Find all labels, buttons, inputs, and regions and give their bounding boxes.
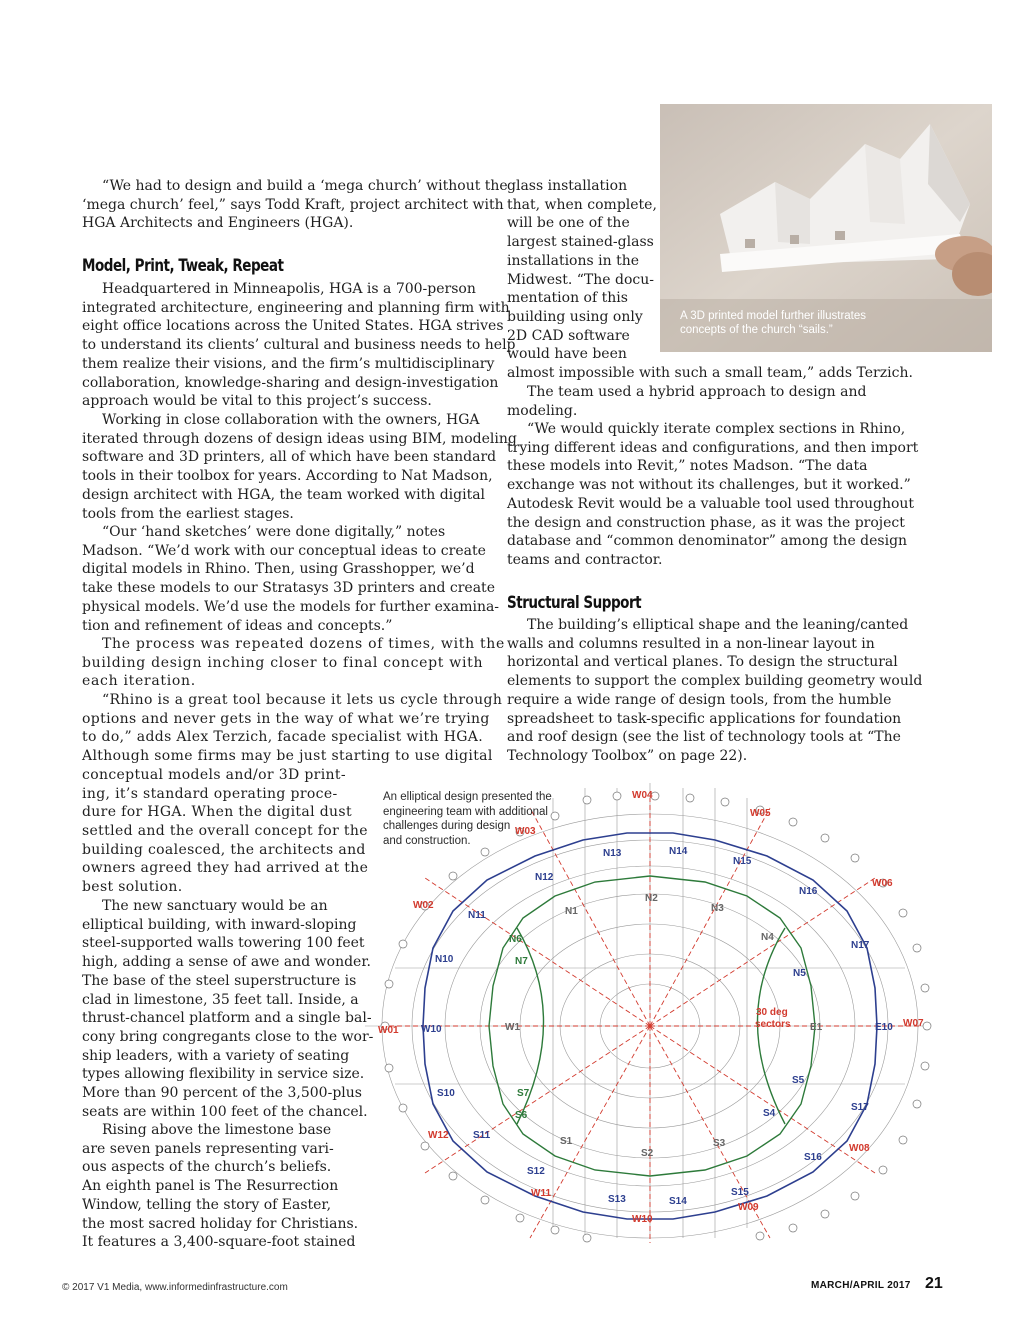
- text-line: elements to support the complex building geometry would: [507, 673, 923, 690]
- label-w12: W12: [428, 1130, 449, 1141]
- text-line: physical models. We’d use the models for further examina-: [82, 598, 500, 615]
- text-line: almost impossible with such a small team,” adds Terzich.: [507, 365, 913, 382]
- label-n10: N10: [435, 954, 454, 965]
- label-e10-axis: E10: [875, 1022, 893, 1033]
- paragraph-hybrid-approach: [507, 383, 866, 420]
- paragraph-process-repeated: [82, 635, 505, 691]
- label-w1-axis: W1: [505, 1022, 520, 1033]
- text-line: An elliptical design presented the: [383, 791, 552, 803]
- text-line: options and never gets in the way of what we’re trying: [82, 710, 490, 727]
- text-line: types allowing flexibility in service size.: [82, 1066, 365, 1083]
- paragraph-collaboration: [82, 411, 517, 523]
- label-w05: W05: [750, 808, 771, 819]
- text-line: More than 90 percent of the 3,500-plus: [82, 1085, 362, 1102]
- text-line: ing, it’s standard operating proce-: [82, 785, 338, 802]
- label-e1-axis: E1: [810, 1022, 823, 1033]
- text-line: iterated through dozens of design ideas using BIM, modeling: [82, 430, 517, 447]
- text-line: elliptical building, with inward-sloping: [82, 916, 357, 933]
- label-n17: N17: [851, 940, 870, 951]
- text-line: to do,” adds Alex Terzich, facade specialist with HGA.: [82, 729, 484, 746]
- text-line: Technology Toolbox” on page 22).: [507, 747, 748, 764]
- label-n16: N16: [799, 886, 818, 897]
- text-line: 2D CAD software: [507, 327, 630, 344]
- text-line: teams and contractor.: [507, 551, 663, 568]
- text-line: horizontal and vertical planes. To design the structural: [507, 654, 898, 671]
- text-line: Working in close collaboration with the owners, HGA: [102, 412, 480, 428]
- label-n6: N6: [509, 934, 522, 945]
- text-line: steel-supported walls towering 100 feet: [82, 935, 365, 952]
- label-n14: N14: [669, 846, 688, 857]
- text-line: “Rhino is a great tool because it lets us cycle through: [102, 692, 503, 708]
- text-line: require a wide range of design tools, from the humble: [507, 691, 892, 708]
- label-w09: W09: [738, 1202, 759, 1213]
- text-line: best solution.: [82, 879, 183, 896]
- photo-caption: [680, 309, 980, 337]
- text-line: take these models to our Stratasys 3D printers and create: [82, 580, 495, 597]
- label-s7: S7: [517, 1088, 530, 1099]
- paragraph-hga-headquarters: [82, 280, 516, 411]
- text-line: mentation of this: [507, 290, 628, 307]
- text-line: ‘mega church’ feel,” says Todd Kraft, project architect with: [82, 196, 504, 213]
- text-line: The team used a hybrid approach to design and: [527, 384, 867, 400]
- text-line: building design inching closer to final concept with: [82, 654, 484, 671]
- text-line: tools in their toolbox for years. According to Nat Madson,: [82, 468, 493, 485]
- text-line: digital models in Rhino. Then, using Grasshopper, we’d: [82, 561, 475, 578]
- text-line: exchange was not without its challenges, but it worked.”: [507, 477, 911, 494]
- label-n7: N7: [515, 956, 528, 967]
- label-s6: S6: [515, 1110, 528, 1121]
- text-line: dure for HGA. When the digital dust: [82, 804, 352, 821]
- intro-paragraph: [82, 177, 508, 233]
- text-line: cony bring congregants close to the wor-: [82, 1028, 374, 1045]
- label-w03: W03: [515, 826, 536, 837]
- text-line: The base of the steel superstructure is: [82, 972, 357, 989]
- text-line: integrated architecture, engineering and planning firm with: [82, 299, 510, 316]
- label-s12: S12: [527, 1166, 545, 1177]
- text-line: to understand its clients’ cultural and business needs to help: [82, 337, 516, 354]
- text-line: Although some firms may be just starting to use digital: [82, 748, 493, 765]
- label-s1: S1: [560, 1136, 573, 1147]
- text-line: The new sanctuary would be an: [102, 898, 328, 914]
- label-s16: S16: [804, 1152, 822, 1163]
- text-line: modeling.: [507, 402, 578, 419]
- label-w04: W04: [632, 790, 653, 801]
- label-s5: S5: [792, 1075, 805, 1086]
- text-line: The process was repeated dozens of times, with the: [102, 636, 505, 652]
- label-w07: W07: [903, 1018, 924, 1029]
- heading-structural-support: Structural Support: [507, 593, 642, 612]
- text-line: tools from the earliest stages.: [82, 505, 294, 522]
- text-line: seats are within 100 feet of the chancel.: [82, 1103, 368, 1120]
- text-line: ous aspects of the church’s beliefs.: [82, 1159, 332, 1176]
- label-s4: S4: [763, 1108, 776, 1119]
- text-line: will be one of the: [507, 215, 630, 232]
- diagram-caption: [383, 790, 552, 848]
- text-line: each iteration.: [82, 673, 196, 690]
- label-s17: S17: [851, 1102, 869, 1113]
- paragraph-limestone-panels: [82, 1121, 358, 1252]
- text-line: “Our ‘hand sketches’ were done digitally,” notes: [102, 524, 446, 540]
- text-line: the most sacred holiday for Christians.: [82, 1215, 359, 1232]
- text-line: and roof design (see the list of technology tools at “The: [507, 729, 901, 746]
- paragraph-iterate-rhino: [507, 420, 918, 570]
- text-line: would have been: [507, 346, 627, 363]
- text-line: conceptual models and/or 3D print-: [82, 766, 346, 783]
- label-n2: N2: [645, 893, 658, 904]
- label-sector-line1: 30 deg: [756, 1007, 788, 1018]
- label-w10-axis: W10: [421, 1024, 442, 1035]
- label-s2: S2: [641, 1148, 654, 1159]
- text-line: clad in limestone, 35 feet tall. Inside, a: [82, 991, 359, 1008]
- text-line: Window, telling the story of Easter,: [82, 1196, 332, 1213]
- text-line: high, adding a sense of awe and wonder.: [82, 954, 371, 971]
- label-s3: S3: [713, 1138, 726, 1149]
- text-line: Midwest. “The docu-: [507, 271, 654, 288]
- text-line: settled and the overall concept for the: [82, 822, 368, 839]
- label-s14: S14: [669, 1196, 687, 1207]
- label-n3: N3: [711, 903, 724, 914]
- footer-issue: MARCH/APRIL 2017: [811, 1280, 911, 1291]
- text-line: design architect with HGA, the team worked with digital: [82, 486, 486, 503]
- text-line: the design and construction phase, as it was the project: [507, 514, 905, 531]
- label-s15: S15: [731, 1187, 749, 1198]
- label-w10-bottom: W10: [632, 1214, 653, 1225]
- text-line: installations in the: [507, 252, 640, 269]
- label-n5: N5: [793, 968, 806, 979]
- text-line: It features a 3,400-square-foot stained: [82, 1234, 356, 1251]
- text-line: glass installation: [507, 178, 628, 194]
- label-w08: W08: [849, 1143, 870, 1154]
- footer-copyright: © 2017 V1 Media, www.informedinfrastructure.com: [62, 1282, 288, 1293]
- text-line: tion and refinement of ideas and concepts.”: [82, 617, 393, 634]
- text-line: building coalesced, the architects and: [82, 841, 366, 858]
- label-n12: N12: [535, 872, 554, 883]
- text-line: collaboration, knowledge-sharing and design-investigation: [82, 374, 499, 391]
- text-line: “We would quickly iterate complex sections in Rhino,: [527, 421, 906, 437]
- label-n13: N13: [603, 848, 622, 859]
- text-line: walls and columns resulted in a non-linear layout in: [507, 635, 875, 652]
- label-s13: S13: [608, 1194, 626, 1205]
- label-sector-line2: sectors: [755, 1019, 791, 1030]
- label-w01: W01: [378, 1025, 399, 1036]
- text-line: owners agreed they had arrived at the: [82, 860, 369, 877]
- text-line: that, when complete,: [507, 196, 657, 213]
- label-n15: N15: [733, 856, 752, 867]
- text-line: Rising above the limestone base: [102, 1122, 332, 1138]
- text-line: A 3D printed model further illustrates: [680, 310, 867, 322]
- text-line: approach would be vital to this project’s success.: [82, 393, 432, 410]
- text-line: building using only: [507, 308, 643, 325]
- heading-model-print-tweak-repeat: Model, Print, Tweak, Repeat: [82, 256, 284, 275]
- text-line: An eighth panel is The Resurrection: [82, 1178, 339, 1195]
- text-line: engineering team with additional: [383, 805, 548, 818]
- text-line: software and 3D printers, all of which have been standard: [82, 449, 497, 466]
- label-s10: S10: [437, 1088, 455, 1099]
- text-line: thrust-chancel platform and a single bal-: [82, 1010, 372, 1027]
- text-line: largest stained-glass: [507, 234, 654, 251]
- text-line: Autodesk Revit would be a valuable tool used throughout: [507, 495, 915, 512]
- label-w11: W11: [531, 1188, 552, 1199]
- label-w06: W06: [872, 878, 893, 889]
- paragraph-elliptical-shape: [507, 616, 922, 766]
- text-line: challenges during design: [383, 820, 511, 832]
- label-w02: W02: [413, 900, 434, 911]
- text-line: Headquartered in Minneapolis, HGA is a 700-person: [102, 281, 476, 297]
- paragraph-hand-sketches: [82, 523, 499, 635]
- text-line: Madson. “We’d work with our conceptual ideas to create: [82, 542, 486, 559]
- text-line: trying different ideas and configurations, and then import: [507, 439, 919, 456]
- label-s11: S11: [473, 1130, 491, 1141]
- text-line: database and “common denominator” among the design: [507, 533, 908, 550]
- text-line: concepts of the church “sails.”: [680, 324, 833, 336]
- text-line: The building’s elliptical shape and the leaning/canted: [527, 617, 909, 633]
- text-line: these models into Revit,” notes Madson. “The data: [507, 458, 868, 475]
- page-number: 21: [925, 1275, 943, 1292]
- label-n11: N11: [468, 910, 486, 921]
- text-line: “We had to design and build a ‘mega church’ without the: [102, 178, 508, 194]
- label-n4: N4: [761, 932, 774, 943]
- text-line: spreadsheet to task-specific applications for foundation: [507, 710, 902, 727]
- text-line: HGA Architects and Engineers (HGA).: [82, 215, 354, 232]
- text-line: are seven panels representing vari-: [82, 1140, 334, 1157]
- text-line: and construction.: [383, 834, 471, 847]
- text-line: them realize their visions, and the firm’s multidisciplinary: [82, 355, 495, 372]
- paragraph-new-sanctuary: [82, 897, 373, 1121]
- text-line: ship leaders, with a variety of seating: [82, 1047, 350, 1064]
- text-line: eight office locations across the United States. HGA strives: [82, 318, 504, 335]
- label-n1: N1: [565, 906, 578, 917]
